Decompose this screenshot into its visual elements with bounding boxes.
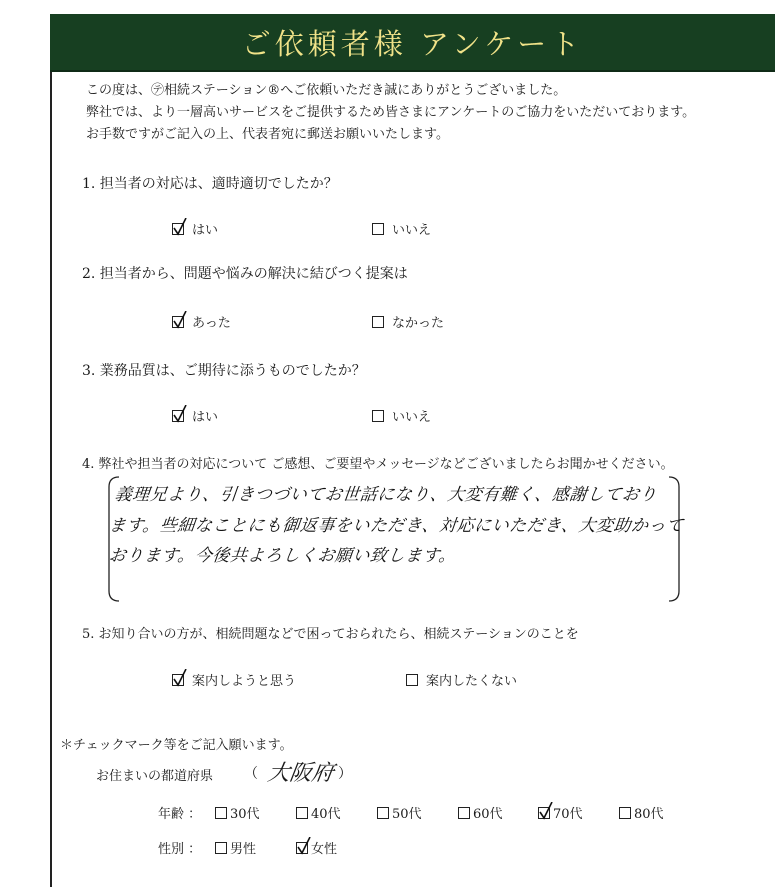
q1-option-yes[interactable]: [172, 219, 218, 238]
age-option-50[interactable]: [377, 803, 422, 822]
q5-option-yes[interactable]: [172, 670, 296, 689]
option-label: 案内しようと思う: [192, 674, 297, 689]
option-label: 40代: [311, 807, 341, 822]
q2-option-no[interactable]: [372, 312, 444, 331]
comment-line: ます。些細なことにも御返事をいただき、対応にいただき、大変助かって: [107, 516, 685, 536]
paren-close: ）: [338, 766, 352, 782]
checkbox-checked-icon[interactable]: [296, 842, 308, 854]
option-label: 女性: [311, 842, 338, 857]
option-label: 30代: [230, 807, 260, 822]
checkbox-icon[interactable]: [372, 223, 384, 235]
checkbox-icon[interactable]: [215, 842, 227, 854]
option-label: 70代: [553, 807, 583, 822]
checkbox-checked-icon[interactable]: [172, 674, 184, 686]
paren-open: （: [244, 766, 258, 782]
comment-line: 義理兄より、引きつづいてお世話になり、大変有難く、感謝しており: [113, 485, 658, 505]
option-label: はい: [192, 223, 219, 238]
checkbox-icon[interactable]: [458, 807, 470, 819]
gender-option-female[interactable]: [296, 838, 337, 857]
option-label: 案内したくない: [426, 674, 518, 689]
intro-line: この度は、㋢相続ステーション®へご依頼いただき誠にありがとうございました。: [86, 83, 567, 98]
checkbox-checked-icon[interactable]: [172, 316, 184, 328]
option-label: 男性: [230, 842, 257, 857]
checkbox-icon[interactable]: [296, 807, 308, 819]
option-label: いいえ: [392, 223, 432, 238]
question-3: 3. 業務品質は、ご期待に添うものでしたか？: [82, 363, 366, 379]
comment-line: おります。今後共よろしくお願い致します。: [107, 546, 458, 566]
checkbox-checked-icon[interactable]: [172, 410, 184, 422]
q3-option-no[interactable]: [372, 406, 431, 425]
option-label: 80代: [634, 807, 664, 822]
age-option-40[interactable]: [296, 803, 341, 822]
age-option-70[interactable]: [538, 803, 583, 822]
prefecture-label: お住まいの都道府県: [96, 769, 214, 784]
option-label: なかった: [392, 316, 445, 331]
age-option-30[interactable]: [215, 803, 260, 822]
checkbox-icon[interactable]: [215, 807, 227, 819]
title-banner: [50, 14, 775, 72]
checkbox-icon[interactable]: [377, 807, 389, 819]
checkbox-icon[interactable]: [372, 410, 384, 422]
option-label: いいえ: [392, 410, 432, 425]
checkbox-checked-icon[interactable]: [172, 223, 184, 235]
option-label: はい: [192, 410, 219, 425]
question-4: 4. 弊社や担当者の対応について ご感想、ご要望やメッセージなどございましたらお聞かせください。: [82, 457, 674, 472]
q3-option-yes[interactable]: [172, 406, 218, 425]
comment-area[interactable]: [105, 475, 683, 603]
age-option-60[interactable]: [458, 803, 503, 822]
intro-line: 弊社では、より一層高いサービスをご提供するため皆さまにアンケートのご協力をいただいております。: [86, 105, 696, 120]
checkmark-note: ＊チェックマーク等をご記入願います。: [60, 738, 293, 753]
checkbox-icon[interactable]: [619, 807, 631, 819]
gender-option-male[interactable]: [215, 838, 256, 857]
checkbox-checked-icon[interactable]: [538, 807, 550, 819]
option-label: あった: [192, 316, 231, 331]
question-1: 1. 担当者の対応は、適時適切でしたか？: [82, 176, 338, 192]
prefecture-value[interactable]: 大阪府: [265, 761, 336, 786]
gender-label: 性別 ：: [158, 842, 202, 857]
q1-option-no[interactable]: [372, 219, 431, 238]
option-label: 60代: [473, 807, 503, 822]
checkbox-icon[interactable]: [406, 674, 418, 686]
question-5: 5. お知り合いの方が、相続問題などで困っておられたら、相続ステーションのことを: [82, 627, 579, 642]
q5-option-no[interactable]: [406, 670, 517, 689]
q2-option-yes[interactable]: [172, 312, 231, 331]
intro-text: [86, 80, 766, 146]
question-2: 2. 担当者から、問題や悩みの解決に結びつく提案は: [82, 266, 408, 282]
age-option-80[interactable]: [619, 803, 664, 822]
checkbox-icon[interactable]: [372, 316, 384, 328]
option-label: 50代: [392, 807, 422, 822]
page-title: ご依頼者様 アンケート: [241, 27, 584, 61]
age-label: 年齢 ：: [158, 807, 202, 822]
intro-line: お手数ですがご記入の上、代表者宛に郵送お願いいたします。: [86, 127, 449, 142]
